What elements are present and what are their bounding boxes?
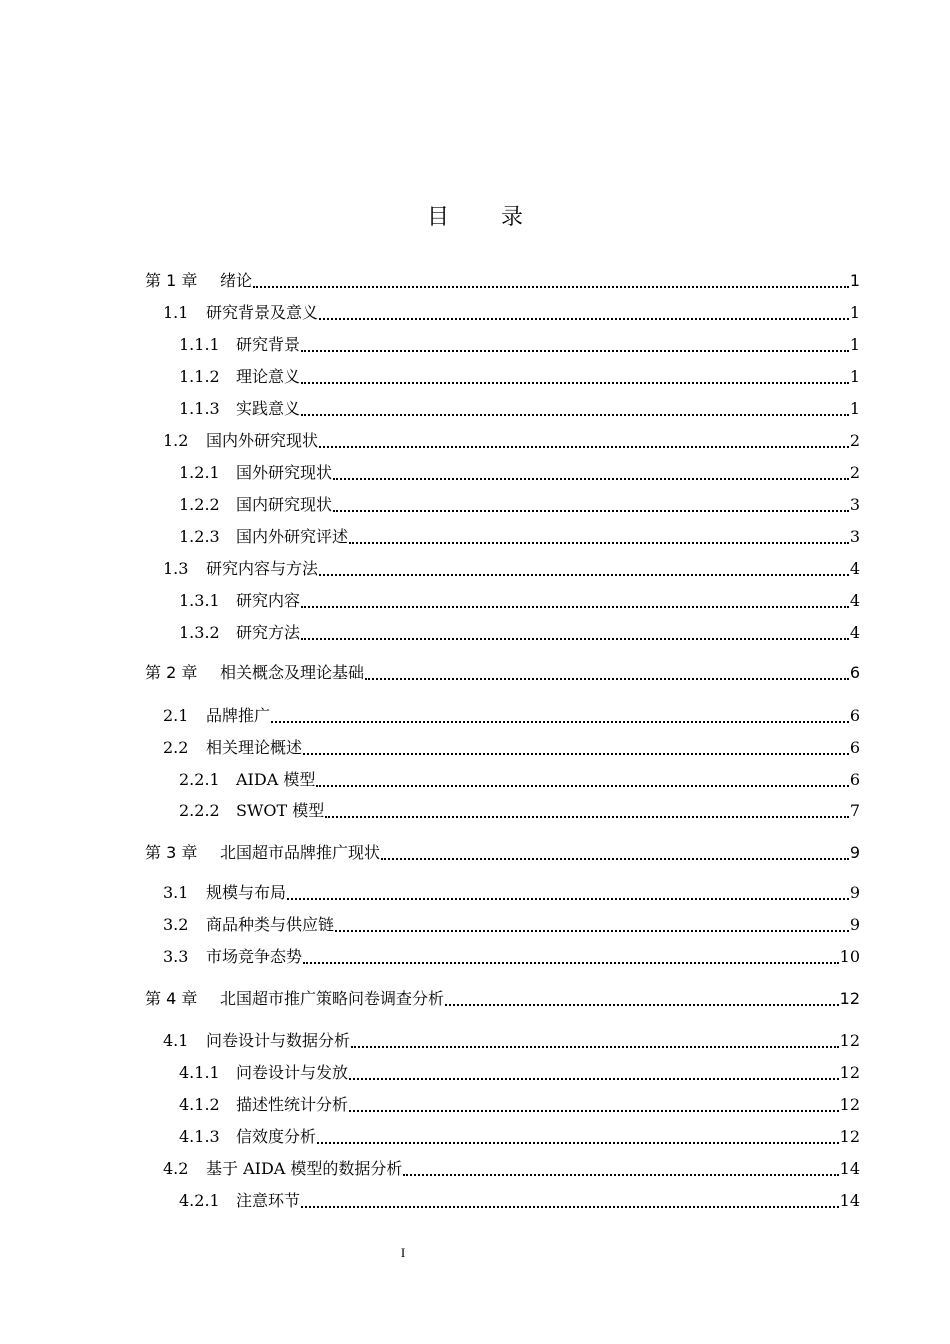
toc-entry[interactable]: [163, 703, 860, 727]
toc-leader-dots: [381, 840, 849, 860]
toc-entry-title: 实践意义: [236, 399, 301, 418]
toc-entry-page: 10: [839, 947, 860, 966]
toc-entry[interactable]: [179, 798, 860, 822]
title-char-left: 目: [426, 205, 449, 230]
toc-entry-title: 研究内容: [236, 591, 301, 610]
toc-entry-number: 1.3.2: [179, 623, 220, 642]
toc-entry-page: 1: [849, 399, 860, 418]
toc-entry[interactable]: [179, 396, 860, 420]
toc-entry[interactable]: [163, 428, 860, 452]
toc-entry-number: 2.1: [163, 706, 189, 725]
toc-entry-title: 研究背景: [236, 335, 301, 354]
toc-entry-page: 1: [849, 335, 860, 354]
toc-leader-dots: [349, 1060, 839, 1080]
toc-leader-dots: [333, 492, 849, 512]
toc-leader-dots: [349, 1092, 839, 1112]
toc-entry-title: 研究内容与方法: [206, 559, 319, 578]
toc-leader-dots: [301, 396, 849, 416]
toc-leader-dots: [301, 1188, 839, 1208]
toc-entry-title: 描述性统计分析: [236, 1095, 349, 1114]
toc-entry-page: 1: [849, 303, 860, 322]
toc-entry[interactable]: [163, 880, 860, 904]
toc-entry[interactable]: [163, 556, 860, 580]
toc-entry-number: 4.1.1: [179, 1063, 220, 1082]
toc-entry-number: 4.1: [163, 1031, 189, 1050]
toc-entry-number: 1.3: [163, 559, 189, 578]
toc-leader-dots: [333, 460, 849, 480]
toc-entry-number: 4.2.1: [179, 1191, 220, 1210]
toc-entry-title: 国内外研究评述: [236, 527, 349, 546]
toc-entry-title: 北国超市品牌推广现状: [220, 843, 381, 862]
toc-entry-number: 4.1.3: [179, 1127, 220, 1146]
toc-entry[interactable]: [179, 588, 860, 612]
toc-entry-title: 绪论: [220, 271, 253, 290]
toc-entry-number: 4.1.2: [179, 1095, 220, 1114]
toc-entry-page: 1: [849, 367, 860, 386]
toc-entry-title: 问卷设计与发放: [236, 1063, 349, 1082]
toc-entry-page: 4: [849, 591, 860, 610]
toc-entry[interactable]: [179, 1092, 860, 1116]
toc-leader-dots: [301, 364, 849, 384]
page-footer-number: I: [400, 1245, 406, 1260]
toc-entry-title: 市场竞争态势: [206, 947, 303, 966]
toc-entry[interactable]: [179, 1060, 860, 1084]
toc-entry-title: AIDA 模型: [236, 770, 316, 789]
toc-chapter-entry[interactable]: [145, 268, 860, 292]
toc-entry-number: 1.1.2: [179, 367, 220, 386]
toc-chapter-entry[interactable]: [145, 660, 860, 684]
toc-entry-page: 6: [849, 706, 860, 725]
toc-entry-number: 2.2.2: [179, 801, 220, 820]
toc-entry-page: 2: [849, 431, 860, 450]
toc-entry[interactable]: [163, 1156, 860, 1180]
toc-entry-page: 6: [849, 770, 860, 789]
toc-entry-title: 国内外研究现状: [206, 431, 319, 450]
toc-leader-dots: [253, 268, 849, 288]
toc-entry-title: 研究方法: [236, 623, 301, 642]
toc-entry[interactable]: [163, 735, 860, 759]
toc-entry-page: 14: [839, 1191, 860, 1210]
toc-entry[interactable]: [163, 912, 860, 936]
toc-entry-title: 北国超市推广策略问卷调查分析: [220, 989, 445, 1008]
toc-entry-number: 1.2.2: [179, 495, 220, 514]
toc-leader-dots: [301, 332, 849, 352]
toc-entry-number: 1.2.3: [179, 527, 220, 546]
toc-entry-number: 1.1: [163, 303, 189, 322]
toc-leader-dots: [303, 735, 849, 755]
toc-entry-number: 1.2.1: [179, 463, 220, 482]
toc-entry-page: 9: [849, 915, 860, 934]
toc-entry[interactable]: [179, 767, 860, 791]
toc-entry-page: 1: [849, 271, 860, 290]
toc-entry-title: 规模与布局: [206, 883, 287, 902]
toc-leader-dots: [319, 556, 849, 576]
toc-leader-dots: [351, 1028, 839, 1048]
toc-entry-number: 第 3 章: [145, 843, 198, 862]
toc-entry-number: 第 1 章: [145, 271, 198, 290]
toc-entry-title: 商品种类与供应链: [206, 915, 335, 934]
toc-leader-dots: [365, 660, 849, 680]
toc-entry[interactable]: [163, 300, 860, 324]
toc-leader-dots: [271, 703, 849, 723]
toc-entry-number: 第 4 章: [145, 989, 198, 1008]
title-char-right: 录: [501, 205, 524, 230]
toc-entry[interactable]: [179, 492, 860, 516]
toc-entry-number: 1.1.1: [179, 335, 220, 354]
toc-entry[interactable]: [179, 1124, 860, 1148]
toc-entry-page: 14: [839, 1159, 860, 1178]
toc-entry[interactable]: [179, 1188, 860, 1212]
toc-entry-page: 12: [839, 1063, 860, 1082]
toc-entry-page: 3: [849, 527, 860, 546]
toc-leader-dots: [335, 912, 849, 932]
toc-entry-title: 基于 AIDA 模型的数据分析: [206, 1159, 403, 1178]
toc-entry-title: 国外研究现状: [236, 463, 333, 482]
toc-entry-page: 3: [849, 495, 860, 514]
toc-entry-number: 2.2.1: [179, 770, 220, 789]
toc-entry-title: 问卷设计与数据分析: [206, 1031, 351, 1050]
toc-entry-page: 7: [849, 801, 860, 820]
toc-chapter-entry[interactable]: [145, 986, 860, 1010]
toc-entry[interactable]: [179, 332, 860, 356]
toc-entry-page: 12: [839, 989, 860, 1008]
toc-leader-dots: [403, 1156, 838, 1176]
toc-entry-title: 研究背景及意义: [206, 303, 319, 322]
toc-leader-dots: [319, 300, 849, 320]
toc-entry-page: 12: [839, 1127, 860, 1146]
toc-leader-dots: [325, 798, 849, 818]
toc-entry-page: 12: [839, 1095, 860, 1114]
toc-entry[interactable]: [179, 620, 860, 644]
toc-leader-dots: [319, 428, 849, 448]
toc-entry-title: 品牌推广: [206, 706, 271, 725]
toc-leader-dots: [301, 620, 849, 640]
toc-entry-page: 9: [849, 883, 860, 902]
toc-entry-number: 3.3: [163, 947, 189, 966]
toc-entry-number: 1.2: [163, 431, 189, 450]
toc-entry-number: 第 2 章: [145, 663, 198, 682]
toc-entry-title: 理论意义: [236, 367, 301, 386]
toc-entry-page: 6: [849, 738, 860, 757]
toc-entry-number: 4.2: [163, 1159, 189, 1178]
toc-entry[interactable]: [179, 524, 860, 548]
toc-entry[interactable]: [163, 1028, 860, 1052]
toc-entry-number: 3.1: [163, 883, 189, 902]
toc-entry-page: 9: [849, 843, 860, 862]
toc-leader-dots: [445, 986, 839, 1006]
toc-entry[interactable]: [179, 460, 860, 484]
toc-leader-dots: [287, 880, 849, 900]
toc-entry-page: 12: [839, 1031, 860, 1050]
toc-entry-number: 2.2: [163, 738, 189, 757]
toc-leader-dots: [316, 767, 848, 787]
toc-entry-number: 1.1.3: [179, 399, 220, 418]
toc-entry-number: 1.3.1: [179, 591, 220, 610]
toc-entry-title: 国内研究现状: [236, 495, 333, 514]
toc-entry-title: SWOT 模型: [236, 801, 325, 820]
toc-entry-page: 4: [849, 623, 860, 642]
toc-leader-dots: [349, 524, 849, 544]
toc-entry-page: 6: [849, 663, 860, 682]
toc-entry-title: 相关概念及理论基础: [220, 663, 365, 682]
toc-leader-dots: [301, 588, 849, 608]
toc-entry[interactable]: [163, 944, 860, 968]
toc-chapter-entry[interactable]: [145, 840, 860, 864]
toc-entry-title: 注意环节: [236, 1191, 301, 1210]
toc-leader-dots: [303, 944, 839, 964]
toc-entry-page: 4: [849, 559, 860, 578]
toc-entry-title: 相关理论概述: [206, 738, 303, 757]
toc-entry-title: 信效度分析: [236, 1127, 317, 1146]
toc-entry-page: 2: [849, 463, 860, 482]
toc-entry-number: 3.2: [163, 915, 189, 934]
toc-leader-dots: [317, 1124, 839, 1144]
toc-entry[interactable]: [179, 364, 860, 388]
